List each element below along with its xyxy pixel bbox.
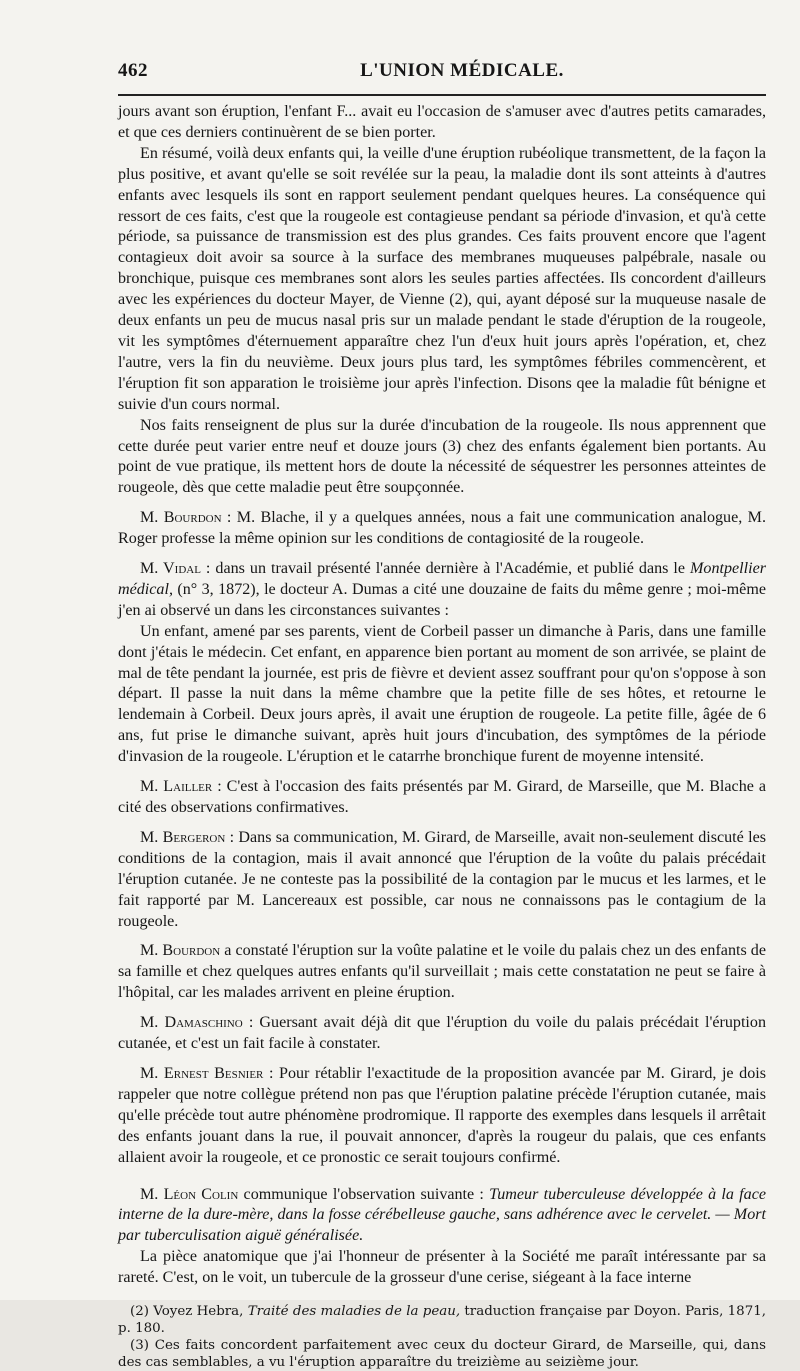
speaker-name: M. Ernest Besnier — [140, 1064, 264, 1082]
remark-besnier — [118, 1064, 766, 1169]
paragraph-summary: En résumé, voilà deux enfants qui, la veille d'une éruption rubéolique transmettent, de la façon la plus positive, et avant qu'elle se soit revélée sur la peau, la maladie dont ils sont atteints à d'autres enfants avec lesquels ils sont en rapport seulement pendant quelques heures. La conséquence qui ressort de ces faits, c'est que la rougeole est contagieuse pendant sa période d'invasion, et qu'à cette période, sa puissance de transmission est des plus grandes. Ces faits prouvent encore que l'agent contagieux doit avoir sa source à la surface des membranes muqueuses palpébrale, nasale ou bronchique, puisque ces membranes sont alors les seules parties affectées. Ils concordent d'ailleurs avec les expériences du docteur Mayer, de Vienne (2), qui, ayant déposé sur la muqueuse nasale de deux enfants un peu de mucus nasal pris sur un malade pendant le stade d'éruption de la rougeole, vit les symptômes d'éternuement apparaître chez l'un d'eux huit jours après l'opération, et, chez l'autre, vers la fin du neuvième. Deux jours plus tard, les symptômes fébriles commencèrent, et l'éruption fit son apparation le troisième jour après l'infection. Disons qee la maladie fût bénigne et suivie d'un cours normal. — [118, 144, 766, 413]
observation-title: Tumeur tuberculeuse développée à la face interne de la dure-mère, dans la fosse cérébelleuse gauche, sans adhérence avec le cervelet. — Mort par tuberculisation aiguë généralisée. — [118, 1185, 766, 1245]
speaker-name: M. Bourdon — [140, 509, 222, 527]
journal-title: L'UNION MÉDICALE. — [360, 60, 564, 81]
remark-vidal — [118, 559, 766, 622]
footnote-book-title: Traité des maladies de la peau, — [247, 1304, 461, 1320]
page-number: 462 — [118, 60, 148, 81]
footnote-2 — [118, 1303, 766, 1337]
journal-citation: Montpellier médical, — [118, 560, 766, 598]
header-rule — [118, 94, 766, 96]
paragraph-incubation: Nos faits renseignent de plus sur la durée d'incubation de la rougeole. Ils nous apprennent que cette durée peut varier entre neuf et douze jours (3) chez des enfants également bien portants. Au point de vue pratique, ils mettent hors de doute la nécessité de séquestrer les personnes atteintes de rougeole, dès que cette maladie peut être soupçonnée. — [118, 416, 766, 497]
remark-text: : C'est à l'occasion des faits présentés par M. Girard, de Marseille, que M. Blache a cité des observations confirmatives. — [118, 778, 766, 816]
section-gap — [118, 1169, 766, 1179]
speaker-name: M. Damaschino — [140, 1014, 243, 1032]
paragraph-case: Un enfant, amené par ses parents, vient de Corbeil passer un dimanche à Paris, dans une famille dont j'étais le médecin. Cet enfant, en apparence bien portant au moment de son arrivée, se plaint de mal de tête pendant la journée, est pris de fièvre et devient assez souffrant pour qu'on s'oppose à son départ. Il passe la nuit dans la même chambre que la petite fille de ses hôtes, et retourne le lendemain à Corbeil. Deux jours après, il avait une éruption de rougeole. La petite fille, âgée de 6 ans, fut prise le dimanche suivant, après huit jours d'incubation, des symptômes de la période d'invasion de la rougeole. L'éruption et le catarrhe bronchique furent de moyenne intensité. — [118, 622, 766, 766]
remark-colin — [118, 1185, 766, 1248]
speaker-name: M. Lailler — [140, 778, 213, 796]
remark-bourdon-2 — [118, 941, 766, 1004]
remark-damaschino — [118, 1013, 766, 1055]
speaker-name: M. Vidal — [140, 560, 201, 578]
speaker-name: M. Bourdon — [140, 942, 221, 960]
remark-text: (n° 3, 1872), le docteur A. Dumas a cité une douzaine de faits du même genre ; moi-même j'en ai observé un dans les circonstances suivantes : — [118, 580, 766, 619]
remark-bergeron — [118, 828, 766, 933]
footnote-text: (2) Voyez Hebra, — [130, 1304, 248, 1320]
article-body — [118, 102, 766, 1289]
remark-bourdon-1 — [118, 508, 766, 550]
footnote-3: (3) Ces faits concordent parfaitement avec ceux du docteur Girard, de Marseille, qui, dans des cas semblables, a vu l'éruption apparaître du treizième au seizième jour. — [118, 1338, 766, 1371]
remark-text: : Guersant avait déjà dit que l'éruption du voile du palais précédait l'éruption cutanée, et c'est un fait facile à constater. — [118, 1014, 766, 1053]
speaker-name: M. Léon Colin — [140, 1185, 239, 1203]
remark-text: a constaté l'éruption sur la voûte palatine et le voile du palais chez un des enfants de sa famille et chez quelques autres enfants qu'il surveillait ; mais cette constatation ne peut se faire à l'hôpital, car les malades arrivent en pleine éruption. — [118, 942, 766, 1002]
remark-text: : dans un travail présenté l'année dernière à l'Académie, et publié dans le — [200, 560, 691, 578]
remark-text: : M. Blache, il y a quelques années, nous a fait une communication analogue, M. Roger professe la même opinion sur les conditions de contagiosité de la rougeole. — [118, 509, 766, 548]
footnote-text: traduction française par Doyon. Paris, 1871, p. 180. — [118, 1304, 766, 1337]
speaker-name: M. Bergeron — [140, 828, 226, 846]
remark-text: communique l'observation suivante : — [238, 1185, 490, 1203]
footnotes — [118, 1303, 766, 1371]
remark-text: : Dans sa communication, M. Girard, de Marseille, avait non-seulement discuté les conditions de la contagion, mais il avait annoncé que l'éruption de la voûte du palais précédait l'éruption cutanée. Je ne conteste pas la possibilité de la contagion par le mucus et les larmes, et le fait rapporté par M. Lancereaux est possible, car nous ne connaissons pas le contagium de la rougeole. — [118, 828, 766, 930]
paragraph-continuation: jours avant son éruption, l'enfant F... avait eu l'occasion de s'amuser avec d'autres petits camarades, et que ces derniers continuèrent de se bien porter. — [118, 103, 766, 141]
paragraph-observation: La pièce anatomique que j'ai l'honneur de présenter à la Société me paraît intéressante par sa rareté. C'est, on le voit, un tubercule de la grosseur d'une cerise, siégeant à la face interne — [118, 1248, 766, 1287]
remark-lailler — [118, 777, 766, 819]
page-header — [118, 60, 766, 90]
remark-text: : Pour rétablir l'exactitude de la proposition avancée par M. Girard, je dois rappeler que notre collègue prétend non pas que l'éruption palatine précède l'éruption cutanée, mais qu'elle précède tout autre phénomène prodromique. Il rapporte des exemples dans lesquels il arrêtait des enfants jouant dans la rue, il pouvait annoncer, d'après la rougeur du palais, que ces enfants allaient avoir la rougeole, et ce pronostic ce serait toujours confirmé. — [118, 1064, 766, 1166]
